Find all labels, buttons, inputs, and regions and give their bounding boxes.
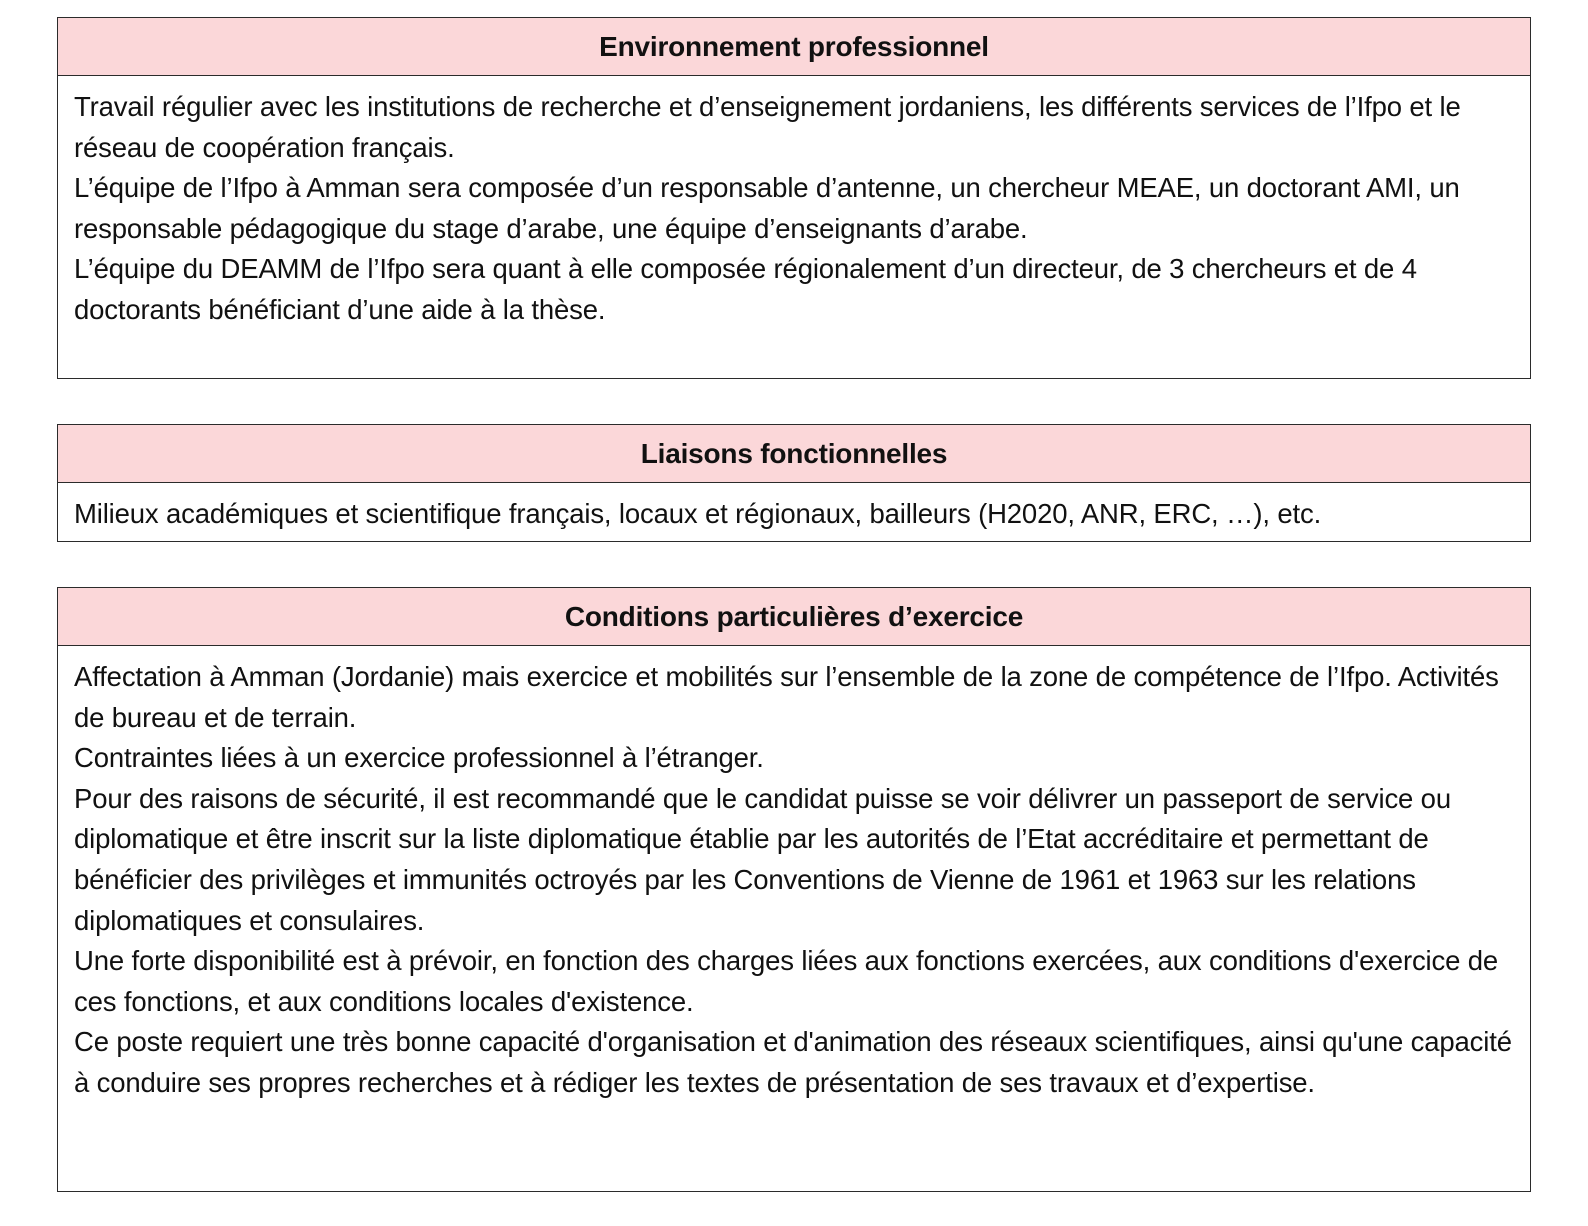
section-header [58, 588, 1530, 646]
section-header [58, 425, 1530, 483]
paragraph: L’équipe du DEAMM de l’Ifpo sera quant à elle composée régionalement d’un directeur, de 3 chercheurs et de 4 doctorants bénéficiant d’une aide à la thèse. [74, 253, 1417, 325]
section-liaisons-fonctionnelles [57, 424, 1531, 542]
section-body [58, 483, 1530, 535]
paragraph: Pour des raisons de sécurité, il est recommandé que le candidat puisse se voir délivrer un passeport de service ou diplomatique et être inscrit sur la liste diplomatique établie par les autorités de l’Etat accréditaire et permettant de bénéficier des privilèges et immunités octroyés par les Conventions de Vienne de 1961 et 1963 sur les relations diplomatiques et consulaires. [74, 782, 1451, 936]
section-conditions-particulieres [57, 587, 1531, 1192]
section-title: Conditions particulières d’exercice [564, 600, 1024, 632]
paragraph: Une forte disponibilité est à prévoir, en fonction des charges liées aux fonctions exercées, aux conditions d'exercice de ces fonctions, et aux conditions locales d'existence. [74, 945, 1499, 1017]
paragraph: Travail régulier avec les institutions de recherche et d’enseignement jordaniens, les différents services de l’Ifpo et le réseau de coopération français. [74, 91, 1461, 163]
section-environnement-professionnel [57, 17, 1531, 379]
section-body [58, 76, 1530, 331]
section-header [58, 18, 1530, 76]
section-title: Environnement professionnel [599, 30, 989, 62]
paragraph: L’équipe de l’Ifpo à Amman sera composée d’un responsable d’antenne, un chercheur MEAE, un doctorant AMI, un responsable pédagogique du stage d’arabe, une équipe d’enseignants d’arabe. [74, 172, 1460, 244]
paragraph: Milieux académiques et scientifique français, locaux et régionaux, bailleurs (H2020, ANR, ERC, …), etc. [74, 498, 1322, 529]
section-body [58, 646, 1530, 1104]
paragraph: Affectation à Amman (Jordanie) mais exercice et mobilités sur l’ensemble de la zone de compétence de l’Ifpo. Activités de bureau et de terrain. [74, 661, 1499, 733]
paragraph: Contraintes liées à un exercice professionnel à l’étranger. [74, 742, 764, 774]
section-title: Liaisons fonctionnelles [640, 437, 948, 469]
paragraph: Ce poste requiert une très bonne capacité d'organisation et d'animation des réseaux scientifiques, ainsi qu'une capacité à conduire ses propres recherches et à rédiger les textes de présentation de ses travaux et d’expertise. [74, 1026, 1512, 1098]
